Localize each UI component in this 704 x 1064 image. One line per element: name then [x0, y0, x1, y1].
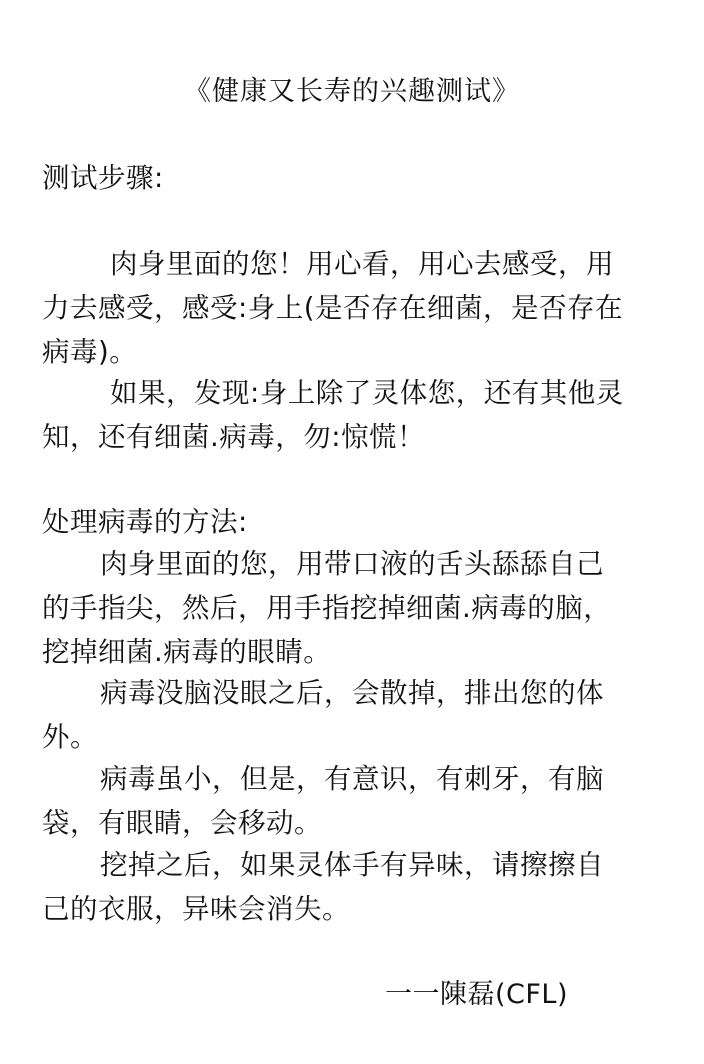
- text-line: 挖掉之后，如果灵体手有异味，请擦擦自: [100, 849, 604, 881]
- paragraph-treatment-3: [42, 757, 672, 845]
- text-line: 外。: [42, 721, 98, 753]
- text-line: 挖掉细菌.病毒的眼睛。: [42, 636, 332, 668]
- text-line: 袋，有眼睛，会移动。: [42, 807, 322, 839]
- heading-text: 测试步骤:: [42, 162, 164, 194]
- text-line: 如果，发现:身上除了灵体您，还有其他灵: [110, 377, 624, 409]
- text-line: 己的衣服，异味会消失。: [42, 893, 350, 925]
- paragraph-if-found: [42, 371, 672, 459]
- text-line: 力去感受，感受:身上(是否存在细菌，是否存在: [42, 292, 623, 324]
- paragraph-treatment-4: [42, 843, 672, 931]
- text-line: 肉身里面的您！用心看，用心去感受，用: [110, 248, 614, 280]
- text-line: 病毒)。: [42, 336, 138, 368]
- section-heading-test-steps: [42, 156, 672, 200]
- paragraph-treatment-1: [42, 542, 672, 674]
- paragraph-treatment-2: [42, 671, 672, 759]
- text-line: 病毒没脑没眼之后，会散掉，排出您的体: [100, 677, 604, 709]
- paragraph-test-steps: [42, 242, 672, 374]
- text-line: 的手指尖，然后，用手指挖掉细菌.病毒的脑，: [42, 592, 612, 624]
- section-heading-treatment: [42, 500, 672, 544]
- text-line: 病毒虽小，但是，有意识，有刺牙，有脑: [100, 763, 604, 795]
- text-line: 肉身里面的您，用带口液的舌头舔舔自己: [100, 548, 604, 580]
- heading-text: 处理病毒的方法:: [42, 506, 248, 538]
- signature: 一一陳磊(CFL): [385, 979, 568, 1010]
- text-line: 知，还有细菌.病毒，勿:惊慌！: [42, 421, 426, 453]
- document-title: 《健康又长寿的兴趣测试》: [184, 76, 520, 107]
